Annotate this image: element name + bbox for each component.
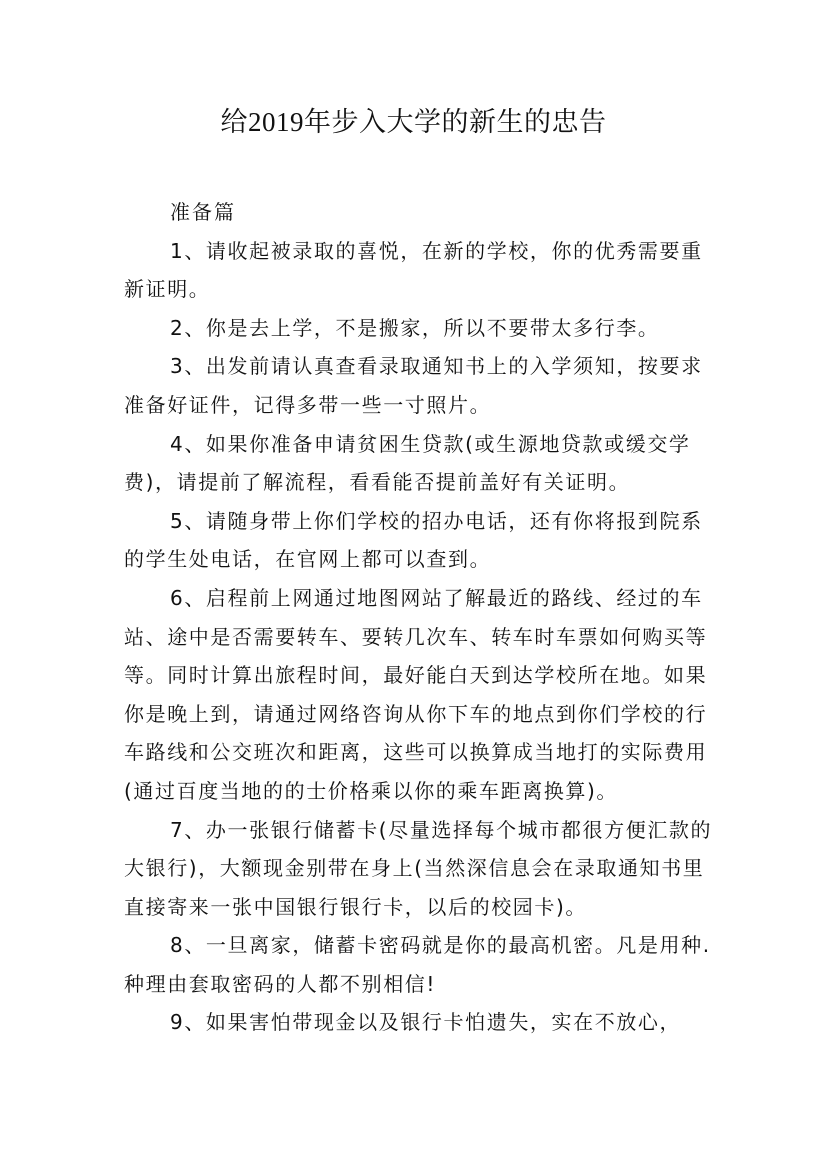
paragraph-6: 6、启程前上网通过地图网站了解最近的路线、经过的车站、途中是否需要转车、要转几次车、转车时车票如何购买等等。同时计算出旅程时间，最好能白天到达学校所在地。如果你是晚上到，请通过网络咨询从你下车的地点到你们学校的行车路线和公交班次和距离，这些可以换算成当地打的实际费用(通过百度当地的的士价格乘以你的乘车距离换算)。 — [124, 585, 708, 803]
paragraph-8: 8、一旦离家，储蓄卡密码就是你的最高机密。凡是用种.种理由套取密码的人都不别相信! — [124, 933, 711, 996]
paragraph-7: 7、办一张银行储蓄卡(尽量选择每个城市都很方便汇款的大银行)，大额现金别带在身上(当然深信息会在录取通知书里直接寄来一张中国银行银行卡，以后的校园卡)。 — [124, 817, 713, 919]
document-title: 给2019年步入大学的新生的忠告 — [220, 107, 607, 137]
document-body — [124, 193, 724, 1042]
paragraph-3: 3、出发前请认真查看录取通知书上的入学须知，按要求准备好证件，记得多带一些一寸照片。 — [124, 354, 703, 417]
paragraph-1: 1、请收起被录取的喜悦，在新的学校，你的优秀需要重新证明。 — [124, 238, 703, 302]
section-heading: 准备篇 — [170, 200, 236, 224]
paragraph-5: 5、请随身带上你们学校的招办电话，还有你将报到院系的学生处电话，在官网上都可以查到。 — [124, 508, 703, 572]
paragraph-2: 2、你是去上学，不是搬家，所以不要带太多行李。 — [170, 315, 660, 340]
paragraph-4: 4、如果你准备申请贫困生贷款(或生源地贷款或缓交学费)，请提前了解流程，看看能否提前盖好有关证明。 — [124, 431, 691, 495]
paragraph-9: 9、如果害怕带现金以及银行卡怕遗失，实在不放心， — [170, 1010, 682, 1035]
